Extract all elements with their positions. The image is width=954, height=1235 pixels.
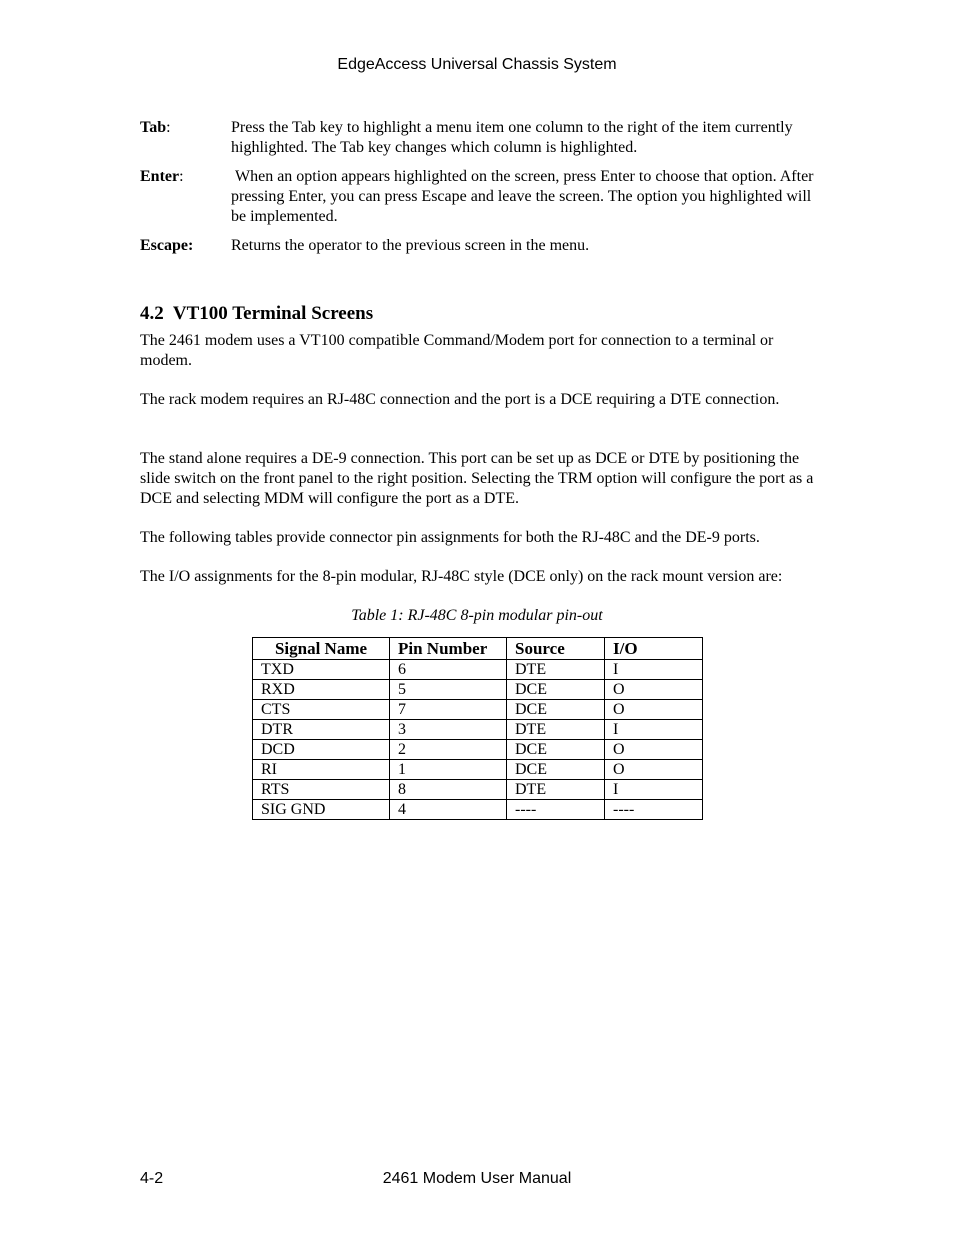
cell-io: ----	[605, 800, 703, 820]
key-description: Press the Tab key to highlight a menu item one column to the right of the item currently highlighted. The Tab key changes which column is highlighted.	[231, 119, 793, 156]
table-row	[253, 800, 703, 820]
cell-io: O	[605, 680, 703, 700]
key-description: When an option appears highlighted on the screen, press Enter to choose that option. After pressing Enter, you can press Escape and leave the screen. The option you highlighted will be implemented.	[231, 168, 818, 225]
key-term	[140, 236, 231, 256]
cell-source: DCE	[507, 680, 605, 700]
cell-io: O	[605, 740, 703, 760]
key-term-name: Tab	[140, 119, 167, 136]
cell-pin-number: 2	[390, 740, 507, 760]
key-term	[140, 118, 231, 158]
cell-io: O	[605, 700, 703, 720]
key-row-tab	[140, 118, 820, 158]
section-heading: 4.2 VT100 Terminal Screens	[140, 303, 374, 324]
table-header-row	[253, 638, 703, 660]
cell-signal-name: RI	[253, 760, 390, 780]
cell-source: DTE	[507, 720, 605, 740]
table-row	[253, 720, 703, 740]
key-term-suffix: :	[179, 168, 184, 185]
key-term	[140, 167, 231, 227]
cell-signal-name: RXD	[253, 680, 390, 700]
key-definitions	[140, 118, 820, 265]
cell-source: DCE	[507, 760, 605, 780]
key-description: Returns the operator to the previous screen in the menu.	[231, 237, 590, 254]
paragraph-stand-alone: The stand alone requires a DE-9 connection. This port can be set up as DCE or DTE by positioning the slide switch on the front panel to the right position. Selecting the TRM option will configure the port as a DCE and selecting MDM will configure the port as a DTE.	[140, 450, 814, 507]
cell-pin-number: 6	[390, 660, 507, 680]
table-row	[253, 780, 703, 800]
paragraph-rack-modem: The rack modem requires an RJ-48C connection and the port is a DCE requiring a DTE connection.	[140, 391, 780, 408]
cell-source: DTE	[507, 780, 605, 800]
table-row	[253, 740, 703, 760]
column-header-source: Source	[507, 638, 605, 660]
cell-signal-name: SIG GND	[253, 800, 390, 820]
table-row	[253, 680, 703, 700]
cell-signal-name: TXD	[253, 660, 390, 680]
cell-io: I	[605, 660, 703, 680]
cell-signal-name: RTS	[253, 780, 390, 800]
cell-pin-number: 4	[390, 800, 507, 820]
pinout-table	[252, 637, 703, 820]
key-row-enter	[140, 167, 820, 227]
key-term-suffix: :	[166, 119, 171, 136]
cell-pin-number: 3	[390, 720, 507, 740]
paragraph-io-assignments: The I/O assignments for the 8-pin modular, RJ-48C style (DCE only) on the rack mount version are:	[140, 568, 783, 585]
table-caption: Table 1: RJ-48C 8-pin modular pin-out	[351, 607, 603, 624]
page-header: EdgeAccess Universal Chassis System	[337, 56, 617, 73]
cell-io: I	[605, 720, 703, 740]
table-row	[253, 700, 703, 720]
cell-pin-number: 7	[390, 700, 507, 720]
cell-pin-number: 1	[390, 760, 507, 780]
cell-pin-number: 5	[390, 680, 507, 700]
table-row	[253, 760, 703, 780]
cell-io: O	[605, 760, 703, 780]
paragraph-vt100: The 2461 modem uses a VT100 compatible Command/Modem port for connection to a terminal or modem.	[140, 332, 774, 369]
cell-pin-number: 8	[390, 780, 507, 800]
page-footer-title: 2461 Modem User Manual	[382, 1170, 572, 1187]
column-header-signal-name: Signal Name	[253, 638, 390, 660]
column-header-io: I/O	[605, 638, 703, 660]
cell-source: DTE	[507, 660, 605, 680]
table-row	[253, 660, 703, 680]
cell-io: I	[605, 780, 703, 800]
key-term-name: Enter	[140, 168, 180, 185]
key-row-escape	[140, 236, 820, 256]
key-term-name: Escape:	[140, 237, 194, 254]
cell-signal-name: CTS	[253, 700, 390, 720]
cell-signal-name: DTR	[253, 720, 390, 740]
cell-signal-name: DCD	[253, 740, 390, 760]
column-header-pin-number: Pin Number	[390, 638, 507, 660]
paragraph-tables-intro: The following tables provide connector pin assignments for both the RJ-48C and the DE-9 ports.	[140, 529, 760, 546]
cell-source: ----	[507, 800, 605, 820]
page-number: 4-2	[140, 1170, 164, 1187]
cell-source: DCE	[507, 740, 605, 760]
cell-source: DCE	[507, 700, 605, 720]
